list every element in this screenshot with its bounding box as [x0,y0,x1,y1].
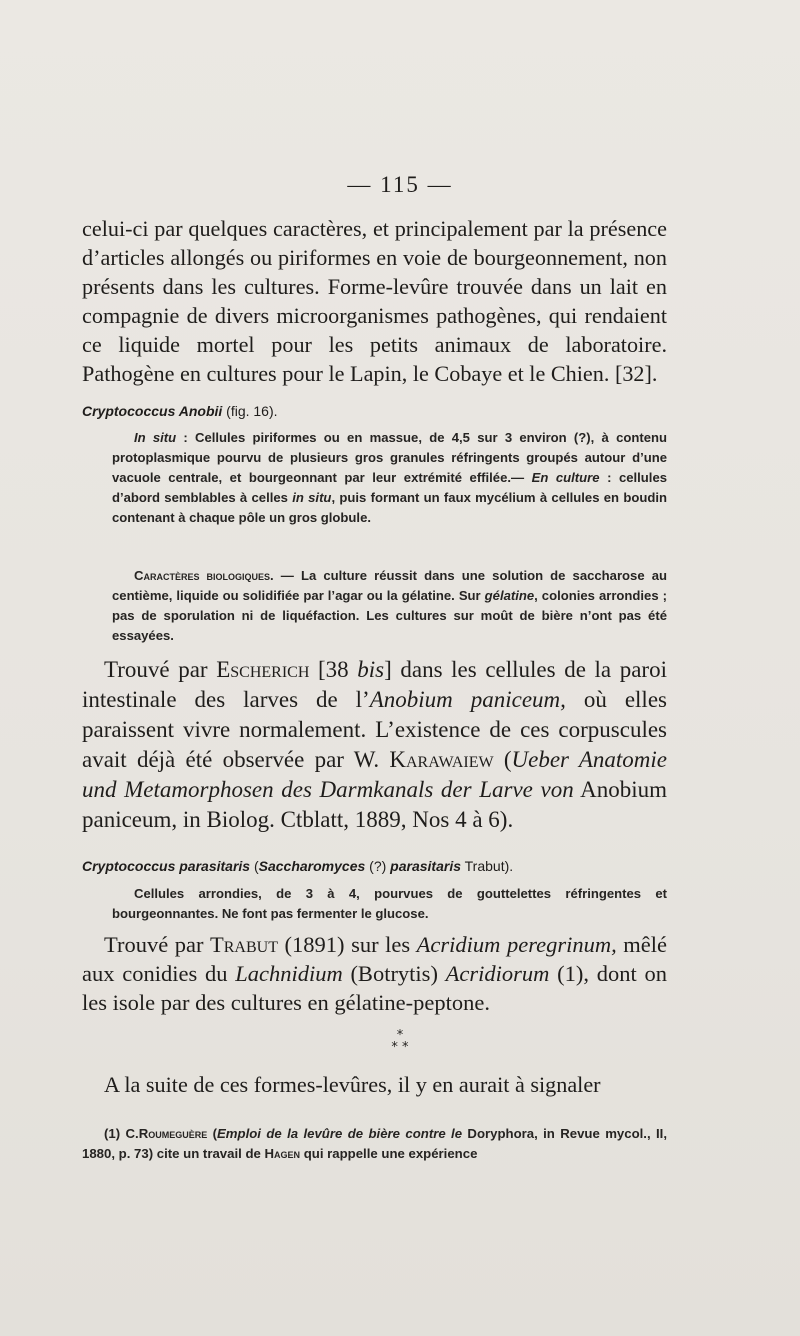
body-paragraph-2 [82,655,667,835]
species-name-2: Cryptococcus parasitaris [82,858,251,874]
culture-text-a: : cellules d’abord semblables à celles [112,470,668,505]
p3-t4: (Botrytis) [342,961,446,986]
caracteres-paragraph [112,566,667,646]
species-fig-ref: (fig. 16). [226,403,278,419]
body-paragraph-1: celui-ci par quelques caractères, et principalement par la présence d’articles allongés ou piriformes en voie de bourgeonnement, non présents dans les cultures. Forme-levûre trouvée dans un lait en compagnie de divers microorganismes pathogènes, qui rendaient ce liquide mortel pour les petits animaux de laboratoire. Pathogène en cultures pour le Lapin, le Cobaye et le Chien. [32]. [82,216,667,386]
footnote-mark: (1) C. [104,1126,139,1141]
species-description-parasitaris [112,884,667,924]
description-paragraph-2: Cellules arrondies, de 3 à 4, pourvues de gouttelettes réfringentes et bourgeonnantes. Ne font pas fermenter le glucose. [112,886,667,921]
culture-in-situ: in situ [292,490,332,505]
paragraph-trabut [82,930,667,1017]
p2-t5: ( [493,747,512,772]
body-paragraph-3 [82,930,667,1017]
species-acridiorum: Acridiorum [445,961,550,986]
species2-author: Trabut). [461,858,514,874]
species2-parasitaris: parasitaris [390,858,461,874]
caracteres-text-a: — La culture réussit dans une solution de saccharose au centième, liquide ou solidifiée par l’agar ou la gélatine. Sur [112,568,667,603]
p2-t6: Anobium paniceum, in Biolog. Ctblatt, 1889, Nos 4 à 6). [82,777,667,832]
description-paragraph [112,428,667,528]
asterism-bottom: * * [391,1040,409,1055]
species-name: Cryptococcus Anobii [82,403,223,419]
p3-t2: (1891) sur les [278,932,417,957]
in-situ-text: : Cellules piriformes ou en massue, de 4,5 sur 3 environ (?), à contenu protoplasmique pourvu de plusieurs gros granules réfringents groupés autour d’une vacuole centrale, et bourgeonnant par leur extrémité effilée.— [112,430,667,485]
p3-t3: mêlé aux conidies du [82,932,668,986]
caracteres-text-b: , colonies arrondies ; pas de sporulation ni de liquéfaction. Les cultures sur moût de bière n’ont pas été essayées. [112,588,667,643]
in-situ-label: In situ [134,430,177,445]
p2-t2: [38 [309,657,358,682]
work-title-ueber: Ueber Anatomie und Metamorphosen des Darmkanals der Larve von [82,747,667,802]
author-trabut: Trabut [210,932,278,957]
paragraph-continuation [82,214,667,388]
species2-q: (?) [365,858,391,874]
body-paragraph-4: A la suite de ces formes-levûres, il y en aurait à signaler [104,1072,601,1097]
species2-sacch: Saccharomyces [258,858,366,874]
footnote [82,1124,667,1164]
caracteres-gelatine: gélatine [484,588,535,603]
footnote-t3: qui rappelle une expérience [300,1146,478,1161]
author-escherich: Escherich [216,657,310,682]
footnote-hagen: Hagen [264,1146,301,1161]
author-karawaiew: Karawaiew [389,747,494,772]
footnote-work-title: Emploi de la levûre de bière contre le [217,1126,463,1141]
page-number: — 115 — [347,172,453,197]
footnote-t1: ( [207,1126,217,1141]
p2-t3: ] dans les cellules de la paroi intestinale des larves de l’ [82,657,667,712]
footnote-t2: Doryphora, in Revue mycol., II, 1880, p. 73) cite un travail de [82,1126,668,1161]
asterism-top: * [396,1028,404,1043]
species2-paren: ( [250,858,259,874]
p3-t1: Trouvé par [104,932,211,957]
paragraph-escherich [82,655,667,835]
p2-bis: bis [357,657,385,682]
culture-label: En culture [531,470,600,485]
caracteres-label: Caractères biologiques. [134,568,274,583]
genus-lachnidium: Lachnidium [235,961,343,986]
species-anobium: Anobium paniceum, [369,687,566,712]
species-heading-parasitaris [82,857,667,875]
caracteres-biologiques [112,566,667,646]
p2-t1: Trouvé par [104,657,217,682]
species-acridium: Acridium peregrinum, [416,932,617,957]
culture-text-b: , puis formant un faux mycélium à cellules en boudin contenant à chaque pôle un gros globule. [112,490,667,525]
species-heading-line [82,857,667,875]
footnote-author: Roumeguère [138,1126,208,1141]
paragraph-next-section [82,1070,667,1099]
species-heading-anobii [82,402,667,420]
footnote-text [82,1124,667,1164]
p3-t5: (1), dont on les isole par des cultures en gélatine-peptone. [82,961,667,1015]
species-description-anobii [112,428,667,528]
p2-t4: où elles paraissent vivre normalement. L’existence de ces corpuscules avait déjà été observée par W. [82,687,667,772]
section-separator-asterism [0,1030,800,1054]
